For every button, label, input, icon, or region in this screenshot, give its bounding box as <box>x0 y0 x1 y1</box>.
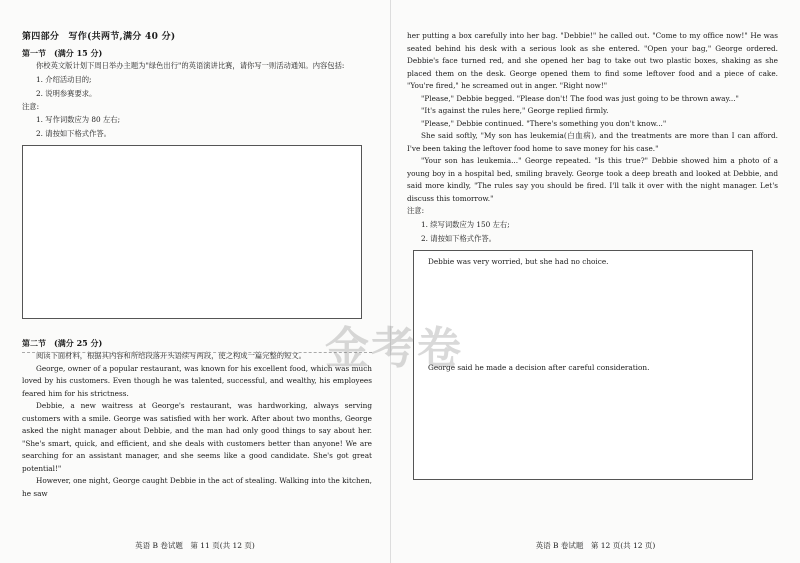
story-paragraph-2: Debbie, a new waitress at George's restaurant, was hardworking, always serving customers with a smile. George was satisfied with her work. After about two months, George asked the night manager about Debbie, and the man had only good things to say about her. "She's smart, quick, and efficient, and she deals with customers better than anyone! We are searching for an assistant manager, and she seems like a good candidate. She's got great potential!" <box>22 401 372 473</box>
watermark-logo: 金考卷 <box>325 323 463 374</box>
cut-line <box>22 352 372 353</box>
story-continued: her putting a box carefully into her bag. "Debbie!" he called out. "Come to my office now!" He was seated behind his desk with a serious look as she entered. "Open your bag," George ordered. Debbie's face turned red, and she opened her bag to take out two plastic boxes, shaking as she placed them on the desk. George opened them to find some leftover food and a piece of cake. "You're fired," he screamed out in anger. "Right now!" <box>407 31 778 90</box>
story-paragraph-6: "Please," Debbie continued. "There's something you don't know..." <box>421 118 667 128</box>
story-paragraph-3: However, one night, George caught Debbie in the act of stealing. Walking into the kitchen, he saw <box>22 476 372 498</box>
section1-notes-label: 注意: <box>22 101 40 111</box>
right-footer: 英语 B 卷试题 第 12 页(共 12 页) <box>535 541 656 550</box>
section1-note-1: 1. 写作词数应为 80 左右; <box>36 115 121 124</box>
left-page <box>0 0 390 563</box>
story-paragraph-4: "Please," Debbie begged. "Please don't! The food was just going to be thrown away..." <box>421 93 739 103</box>
right-page <box>390 0 800 563</box>
story-paragraph-8: "Your son has leukemia..." George repeated. "Is this true?" Debbie showed him a photo of a young boy in a hospital bed, smiling bravely. George took a deep breath and looked at Debbie, and said more kindly, "The rules say you should be fired. I'll talk it over with the night manager. Let's discuss this tomorrow." <box>407 156 778 203</box>
section2-notes-label: 注意: <box>407 206 425 215</box>
section2-title: 第二节 (满分 25 分) <box>22 338 103 348</box>
continuation-opening-2: George said he made a decision after careful consideration. <box>428 362 650 372</box>
answer-box-section2[interactable] <box>413 250 753 480</box>
section2-note-1: 1. 续写词数应为 150 左右; <box>421 219 510 229</box>
section2-note-2: 2. 请按如下格式作答。 <box>421 233 496 243</box>
left-footer: 英语 B 卷试题 第 11 页(共 12 页) <box>135 541 255 550</box>
section1-point-2: 2. 说明参赛要求。 <box>36 88 97 98</box>
part-heading: 第四部分 写作(共两节,满分 40 分) <box>22 32 176 42</box>
story-paragraph-1: George, owner of a popular restaurant, was known for his excellent food, which was much loved by his customers. Even though he was talented, successful, and wealthy, his employees feared him for his strictness. <box>22 363 372 398</box>
answer-box-section1[interactable] <box>22 145 362 319</box>
section2-instruction: 阅读下面材料，根据其内容和所给段落开头语续写两段，使之构成一篇完整的短文。 <box>36 351 306 360</box>
story-paragraph-5: "It's against the rules here," George replied firmly. <box>421 106 609 115</box>
continuation-opening-1: Debbie was very worried, but she had no choice. <box>428 256 609 266</box>
section1-note-2: 2. 请按如下格式作答。 <box>36 129 111 138</box>
story-paragraph-7: She said softly, "My son has leukemia(白血病), and the treatments are more than I can afford. I've been taking the leftover food home to save money for his case." <box>407 131 778 153</box>
section1-title: 第一节 (满分 15 分) <box>22 48 103 58</box>
section1-intro: 你校英文版计划下周日举办主题为"绿色出行"的英语演讲比赛，请你写一则活动通知。内容包括: <box>36 61 345 70</box>
section1-point-1: 1. 介绍活动目的; <box>36 74 92 84</box>
